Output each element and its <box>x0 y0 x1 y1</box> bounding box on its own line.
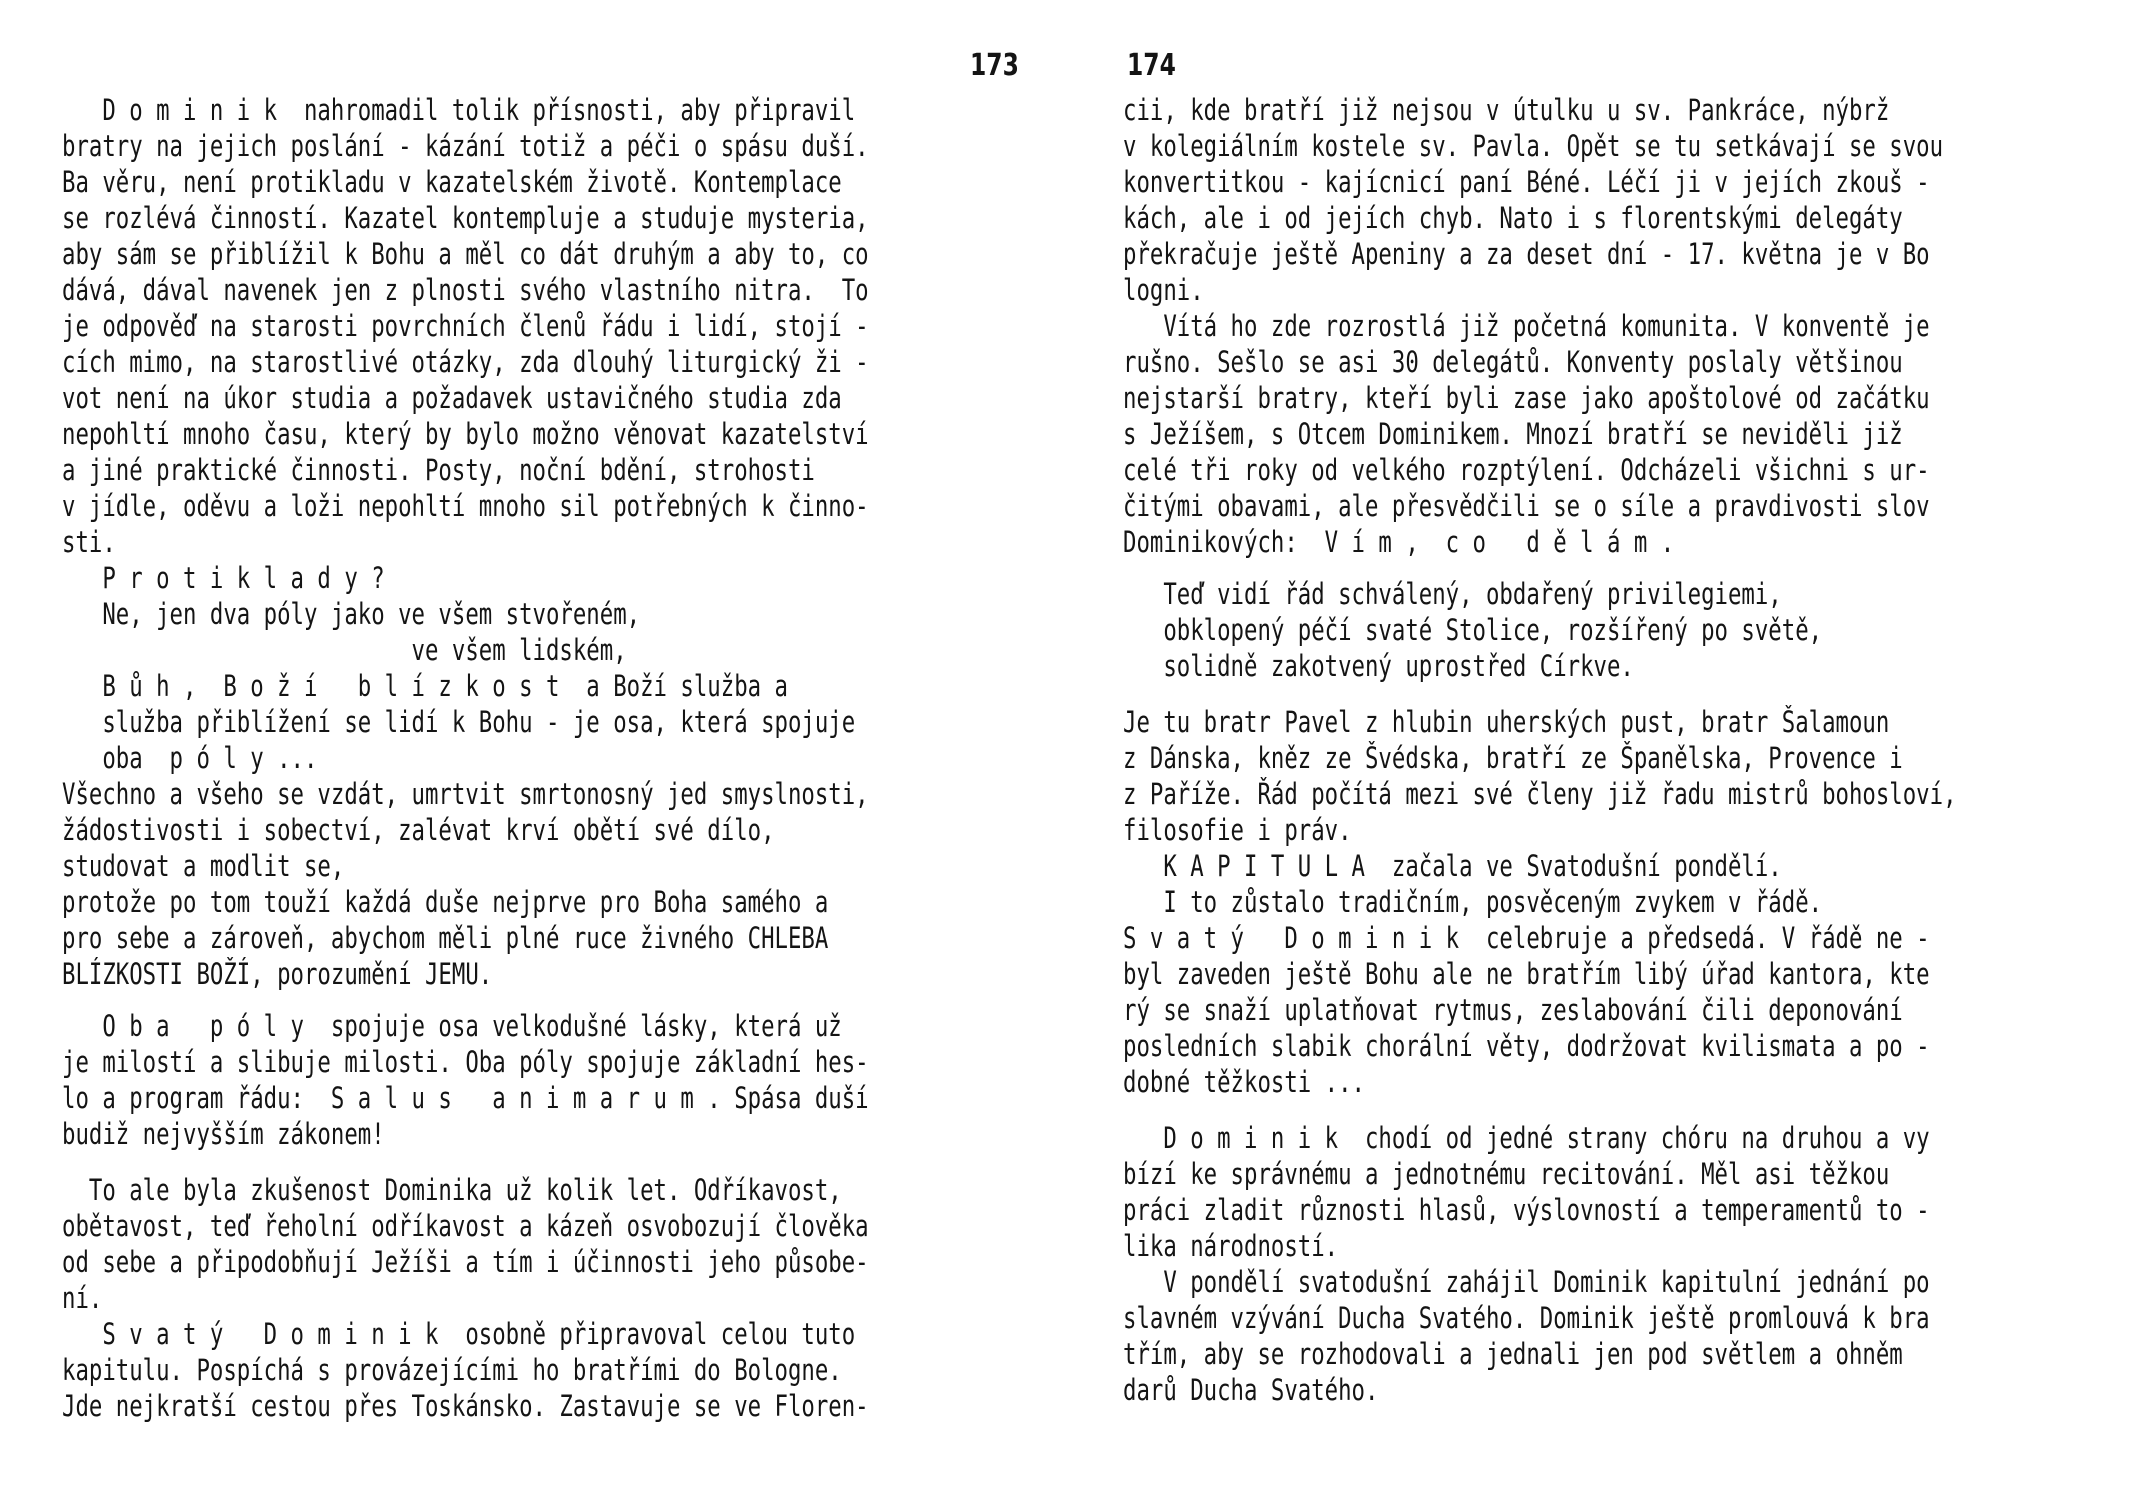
text-line: bízí ke správnému a jednotnému recitování. Měl asi těžkou <box>1123 1157 1890 1191</box>
text-line: byl zaveden ještě Bohu ale ne bratřím libý úřad kantora, kte <box>1123 957 1930 991</box>
text-line: logni. <box>1123 273 1204 307</box>
text-line: solidně zakotvený uprostřed Církve. <box>1123 649 1634 683</box>
text-line: studovat a modlit se, <box>62 849 345 883</box>
text-line: rušno. Sešlo se asi 30 delegátů. Konventy poslaly většinou <box>1123 345 1903 379</box>
text-line: ve všem lidském, <box>62 633 627 667</box>
text-line: žádostivosti i sobectví, zalévat krví obětí své dílo, <box>62 813 775 847</box>
text-line: B ů h , B o ž í b l í z k o s t a Boží služba a <box>62 669 788 703</box>
text-line: z Dánska, kněz ze Švédska, bratří ze Španělska, Provence i <box>1123 741 1903 775</box>
text-line: nepohltí mnoho času, který by bylo možno věnovat kazatelství <box>62 417 869 451</box>
text-line: S v a t ý D o m i n i k osobně připravoval celou tuto <box>62 1317 856 1351</box>
text-line: pro sebe a zároveň, abychom měli plné ruce živného CHLEBA <box>62 921 829 955</box>
text-line: budiž nejvyšším zákonem! <box>62 1117 385 1151</box>
text-line: Ba věru, není protikladu v kazatelském životě. Kontemplace <box>62 165 842 199</box>
text-line: celé tři roky od velkého rozptýlení. Odcházeli všichni s ur- <box>1123 453 1930 487</box>
text-line: S v a t ý D o m i n i k celebruje a předsedá. V řádě ne - <box>1123 921 1930 955</box>
text-line: Dominikových: V í m , c o d ě l á m . <box>1123 525 1675 559</box>
text-line: a jiné praktické činnosti. Posty, noční bdění, strohosti <box>62 453 815 487</box>
text-line: BLÍZKOSTI BOŽÍ, porozumění JEMU. <box>62 957 493 991</box>
text-line: Ne, jen dva póly jako ve všem stvořeném, <box>62 597 641 631</box>
text-line: dobné těžkosti ... <box>1123 1065 1365 1099</box>
text-line: je odpověď na starosti povrchních členů řádu i lidí, stojí - <box>62 309 869 343</box>
paragraph <box>1123 92 2130 560</box>
text-line: kapitulu. Pospíchá s provázejícími ho bratřími do Bologne. <box>62 1353 842 1387</box>
paragraph <box>62 92 1065 992</box>
text-line: D o m i n i k chodí od jedné strany chóru na druhou a vy <box>1123 1121 1930 1155</box>
text-line: je milostí a slibuje milosti. Oba póly spojuje základní hes- <box>62 1045 869 1079</box>
paragraph <box>1123 704 2130 1100</box>
page-text <box>62 92 1065 1424</box>
text-line: se rozlévá činností. Kazatel kontempluje a studuje mysteria, <box>62 201 869 235</box>
text-line: V pondělí svatodušní zahájil Dominik kapitulní jednání po <box>1123 1265 1930 1299</box>
paragraph <box>62 1172 1065 1424</box>
text-line: sti. <box>62 525 116 559</box>
text-line: K A P I T U L A začala ve Svatodušní pondělí. <box>1123 849 1782 883</box>
text-line: s Ježíšem, s Otcem Dominikem. Mnozí bratří se neviděli již <box>1123 417 1903 451</box>
text-line: cii, kde bratří již nejsou v útulku u sv. Pankráce, nýbrž <box>1123 93 1890 127</box>
text-line: filosofie i práv. <box>1123 813 1352 847</box>
text-line: lo a program řádu: S a l u s a n i m a r u m . Spása duší <box>62 1081 869 1115</box>
text-line: dává, dával navenek jen z plnosti svého vlastního nitra. To <box>62 273 869 307</box>
page-text <box>1123 92 2130 1408</box>
paragraph <box>1123 1120 2130 1408</box>
paragraph <box>62 1008 1065 1152</box>
paragraph-gap <box>62 992 1065 1008</box>
text-line: D o m i n i k nahromadil tolik přísnosti, aby připravil <box>62 93 856 127</box>
text-line: práci zladit různosti hlasů, výslovností a temperamentů to - <box>1123 1193 1930 1227</box>
text-line: Teď vidí řád schválený, obdařený privilegiemi, <box>1123 577 1782 611</box>
text-line: služba přiblížení se lidí k Bohu - je osa, která spojuje <box>62 705 856 739</box>
paragraph-gap <box>62 1152 1065 1172</box>
text-line: ní. <box>62 1281 103 1315</box>
text-line: bratry na jejich poslání - kázání totiž a péči o spásu duší. <box>62 129 869 163</box>
text-line: lika národností. <box>1123 1229 1339 1263</box>
text-line: obklopený péčí svaté Stolice, rozšířený po světě, <box>1123 613 1823 647</box>
paragraph-gap <box>1123 684 2130 704</box>
paragraph <box>1123 576 2130 684</box>
text-line: Všechno a všeho se vzdát, umrtvit smrtonosný jed smyslnosti, <box>62 777 869 811</box>
text-line: konvertitkou - kajícnicí paní Béné. Léčí ji v jejích zkouš - <box>1123 165 1930 199</box>
text-line: oba p ó l y ... <box>62 741 318 775</box>
text-line: vot není na úkor studia a požadavek ustavičného studia zda <box>62 381 842 415</box>
page-number: 173 <box>970 48 1019 83</box>
text-line: cích mimo, na starostlivé otázky, zda dlouhý liturgický ži - <box>62 345 869 379</box>
text-line: P r o t i k l a d y ? <box>62 561 385 595</box>
text-line: čitými obavami, ale přesvědčili se o síle a pravdivosti slov <box>1123 489 1930 523</box>
text-line: protože po tom touží každá duše nejprve pro Boha samého a <box>62 885 829 919</box>
paragraph-gap <box>1123 1100 2130 1120</box>
text-line: I to zůstalo tradičním, posvěceným zvykem v řádě. <box>1123 885 1823 919</box>
text-line: v jídle, oděvu a loži nepohltí mnoho sil potřebných k činno- <box>62 489 869 523</box>
text-line: O b a p ó l y spojuje osa velkodušné lásky, která už <box>62 1009 842 1043</box>
text-line: Vítá ho zde rozrostlá již početná komunita. V konventě je <box>1123 309 1930 343</box>
text-line: třím, aby se rozhodovali a jednali jen pod světlem a ohněm <box>1123 1337 1903 1371</box>
paragraph-gap <box>1123 560 2130 576</box>
text-line: slavném vzývání Ducha Svatého. Dominik ještě promlouvá k bra <box>1123 1301 1930 1335</box>
text-line: darů Ducha Svatého. <box>1123 1373 1379 1407</box>
text-line: z Paříže. Řád počítá mezi své členy již řadu mistrů bohosloví, <box>1123 777 1957 811</box>
text-line: rý se snaží uplatňovat rytmus, zeslabování čili deponování <box>1123 993 1903 1027</box>
text-line: obětavost, teď řeholní odříkavost a kázeň osvobozují člověka <box>62 1209 869 1243</box>
page-number: 174 <box>1127 48 1176 83</box>
text-line: nejstarší bratry, kteří byli zase jako apoštolové od začátku <box>1123 381 1930 415</box>
text-line: překračuje ještě Apeniny a za deset dní - 17. května je v Bo <box>1123 237 1930 271</box>
text-line: aby sám se přiblížil k Bohu a měl co dát druhým a aby to, co <box>62 237 869 271</box>
text-line: posledních slabik chorální věty, dodržovat kvilismata a po - <box>1123 1029 1930 1063</box>
text-line: To ale byla zkušenost Dominika už kolik let. Odříkavost, <box>62 1173 842 1207</box>
text-line: od sebe a připodobňují Ježíši a tím i účinnosti jeho působe- <box>62 1245 869 1279</box>
right-page <box>1065 0 2130 1500</box>
text-line: Jde nejkratší cestou přes Toskánsko. Zastavuje se ve Floren- <box>62 1389 869 1423</box>
text-line: Je tu bratr Pavel z hlubin uherských pust, bratr Šalamoun <box>1123 705 1890 739</box>
text-line: v kolegiálním kostele sv. Pavla. Opět se tu setkávají se svou <box>1123 129 1944 163</box>
text-line: kách, ale i od jejích chyb. Nato i s florentskými delegáty <box>1123 201 1903 235</box>
